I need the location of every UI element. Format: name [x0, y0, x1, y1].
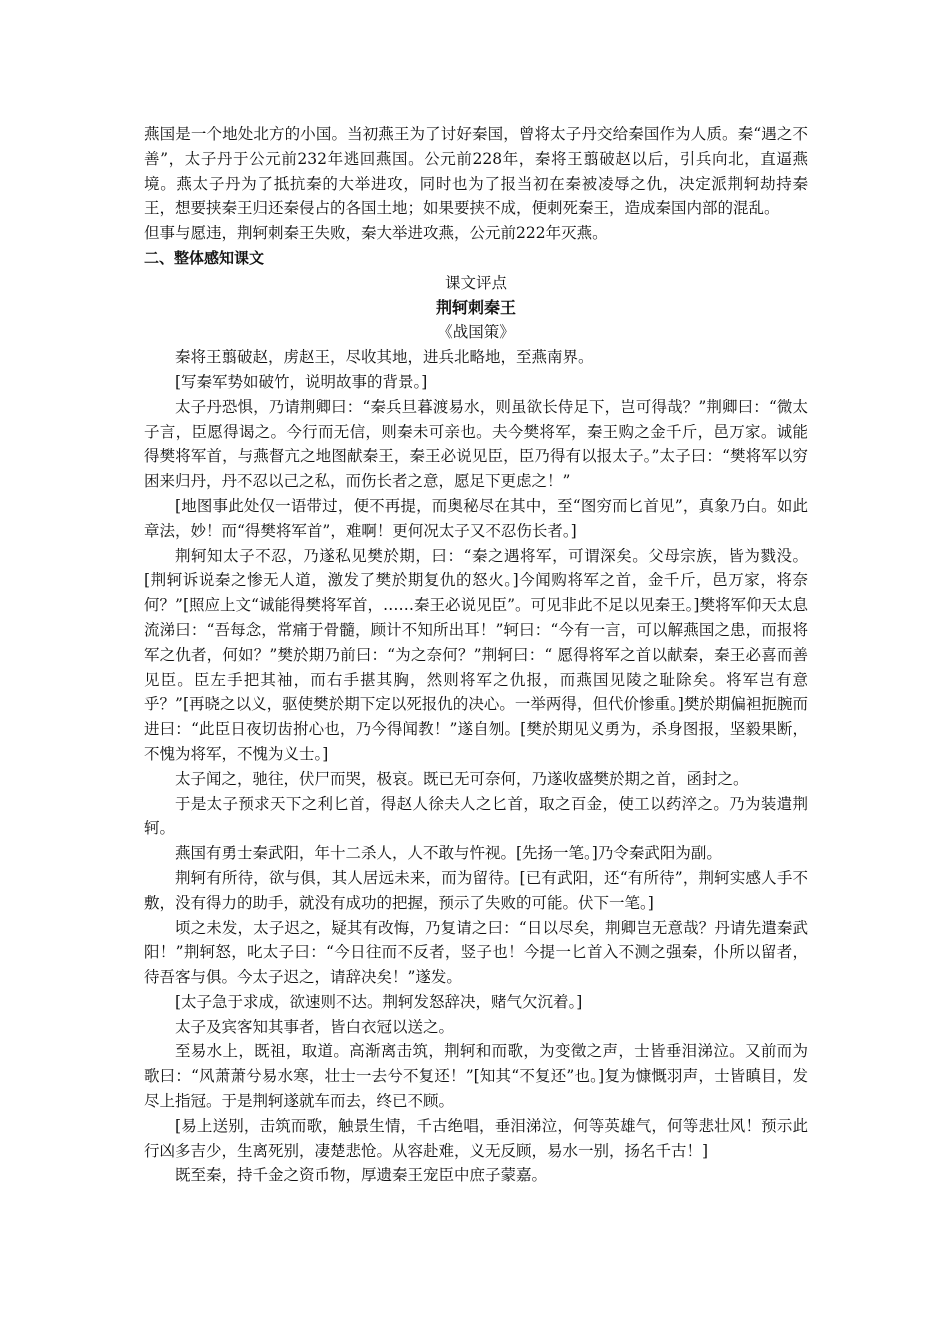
body-paragraph: 既至秦，持千金之资币物，厚遗秦王宠臣中庶子蒙嘉。	[175, 1166, 548, 1185]
intro-paragraph-2: 但事与愿违，荆轲刺秦王失败，秦大举进攻燕，公元前222年灭燕。	[144, 224, 608, 243]
text-source: 《战国策》	[437, 323, 515, 342]
body-paragraph: [地图事此处仅一语带过，便不再提，而奥秘尽在其中，至“图穷而匕首见”，真象乃白。如此章法，妙！而“得樊将军首”，难啊！更何况太子又不忍伤长者。]	[144, 496, 808, 540]
document-page	[144, 122, 808, 1188]
body-paragraph: 太子丹恐惧，乃请荆卿曰：“秦兵旦暮渡易水，则虽欲长侍足下，岂可得哉？”荆卿曰：“微太子言，臣愿得谒之。今行而无信，则秦未可亲也。夫今樊将军，秦王购之金千斤，邑万家。诚能得樊将军首，与燕督亢之地图献秦王，秦王必说见臣，臣乃得有以报太子。”太子曰：“樊将军以穷困来归丹，丹不忍以己之私，而伤长者之意，愿足下更虑之！”	[144, 397, 808, 491]
body-paragraph: 荆轲有所待，欲与俱，其人居远未来，而为留待。[已有武阳，还“有所待”，荆轲实感人手不敷，没有得力的助手，就没有成功的把握，预示了失败的可能。伏下一笔。]	[144, 868, 808, 912]
body-paragraph: 至易水上，既祖，取道。高渐离击筑，荆轲和而歌，为变徵之声，士皆垂泪涕泣。又前而为歌曰：“风萧萧兮易水寒，壮士一去兮不复还！”[知其“不复还”也。]复为慷慨羽声，士皆瞋目，发尽上指冠。于是荆轲遂就车而去，终已不顾。	[144, 1042, 808, 1111]
intro-paragraph-1: 燕国是一个地处北方的小国。当初燕王为了讨好秦国，曾将太子丹交给秦国作为人质。秦“遇之不善”，太子丹于公元前232年逃回燕国。公元前228年，秦将王翦破赵以后，引兵向北，直逼燕境。燕太子丹为了抵抗秦的大举进攻，同时也为了报当初在秦被凌辱之仇，决定派荆轲劫持秦王，想要挟秦王归还秦侵占的各国土地；如果要挟不成，便刺死秦王，造成秦国内部的混乱。	[144, 125, 808, 218]
body-paragraph: [太子急于求成，欲速则不达。荆轲发怒辞决，赌气欠沉着。]	[175, 992, 583, 1011]
body-paragraph: 燕国有勇士秦武阳，年十二杀人，人不敢与忤视。[先扬一笔。]乃令秦武阳为副。	[175, 844, 722, 863]
body-paragraph: [易上送别，击筑而歌，触景生情，千古绝唱，垂泪涕泣，何等英雄气，何等悲壮风！预示此行凶多吉少，生离死别，凄楚悲怆。从容赴难，义无反顾，易水一别，扬名千古！]	[144, 1116, 808, 1160]
body-paragraph: 于是太子预求天下之利匕首，得赵人徐夫人之匕首，取之百金，使工以药淬之。乃为装遣荆轲。	[144, 794, 808, 838]
body-paragraph: 太子及宾客知其事者，皆白衣冠以送之。	[175, 1017, 455, 1036]
section-label: 课文评点	[444, 273, 507, 292]
body-paragraph: 荆轲知太子不忍，乃遂私见樊於期，曰：“秦之遇将军，可谓深矣。父母宗族，皆为戮没。[荆轲诉说秦之惨无人道，激发了樊於期复仇的怒火。]今闻购将军之首，金千斤，邑万家，将奈何？”[照应上文“诚能得樊将军首，……秦王必说见臣”。可见非此不足以见秦王。]樊将军仰天太息流涕曰：“吾每念，常痛于骨髓，顾计不知所出耳！”轲曰：“今有一言，可以解燕国之患，而报将军之仇者，何如？”樊於期乃前曰：“为之奈何？”荆轲曰：“ 愿得将军之首以献秦，秦王必喜而善见臣。臣左手把其袖，而右手揕其胸，然则将军之仇报，而燕国见陵之耻除矣。将军岂有意乎？”[再晓之以义，驱使樊於期下定以死报仇的决心。一举两得，但代价惨重。]樊於期偏袒扼腕而进曰：“此臣日夜切齿拊心也，乃今得闻教！”遂自刎。[樊於期见义勇为，杀身图报，坚毅果断，不愧为将军，不愧为义士。]	[144, 546, 808, 763]
body-paragraph: 顷之未发，太子迟之，疑其有改悔，乃复请之曰：“日以尽矣，荆卿岂无意哉？丹请先遣秦武阳！”荆轲怒，叱太子曰：“今日往而不反者，竖子也！今提一匕首入不测之强秦，仆所以留者，待吾客与俱。今太子迟之，请辞决矣！”遂发。	[144, 918, 808, 987]
body-paragraph: [写秦军势如破竹，说明故事的背景。]	[175, 372, 428, 391]
text-title: 荆轲刺秦王	[435, 297, 516, 317]
body-paragraph: 秦将王翦破赵，虏赵王，尽收其地，进兵北略地，至燕南界。	[175, 348, 594, 367]
section-heading: 二、整体感知课文	[144, 248, 265, 267]
body-paragraph: 太子闻之，驰往，伏尸而哭，极哀。既已无可奈何，乃遂收盛樊於期之首，函封之。	[175, 769, 749, 788]
